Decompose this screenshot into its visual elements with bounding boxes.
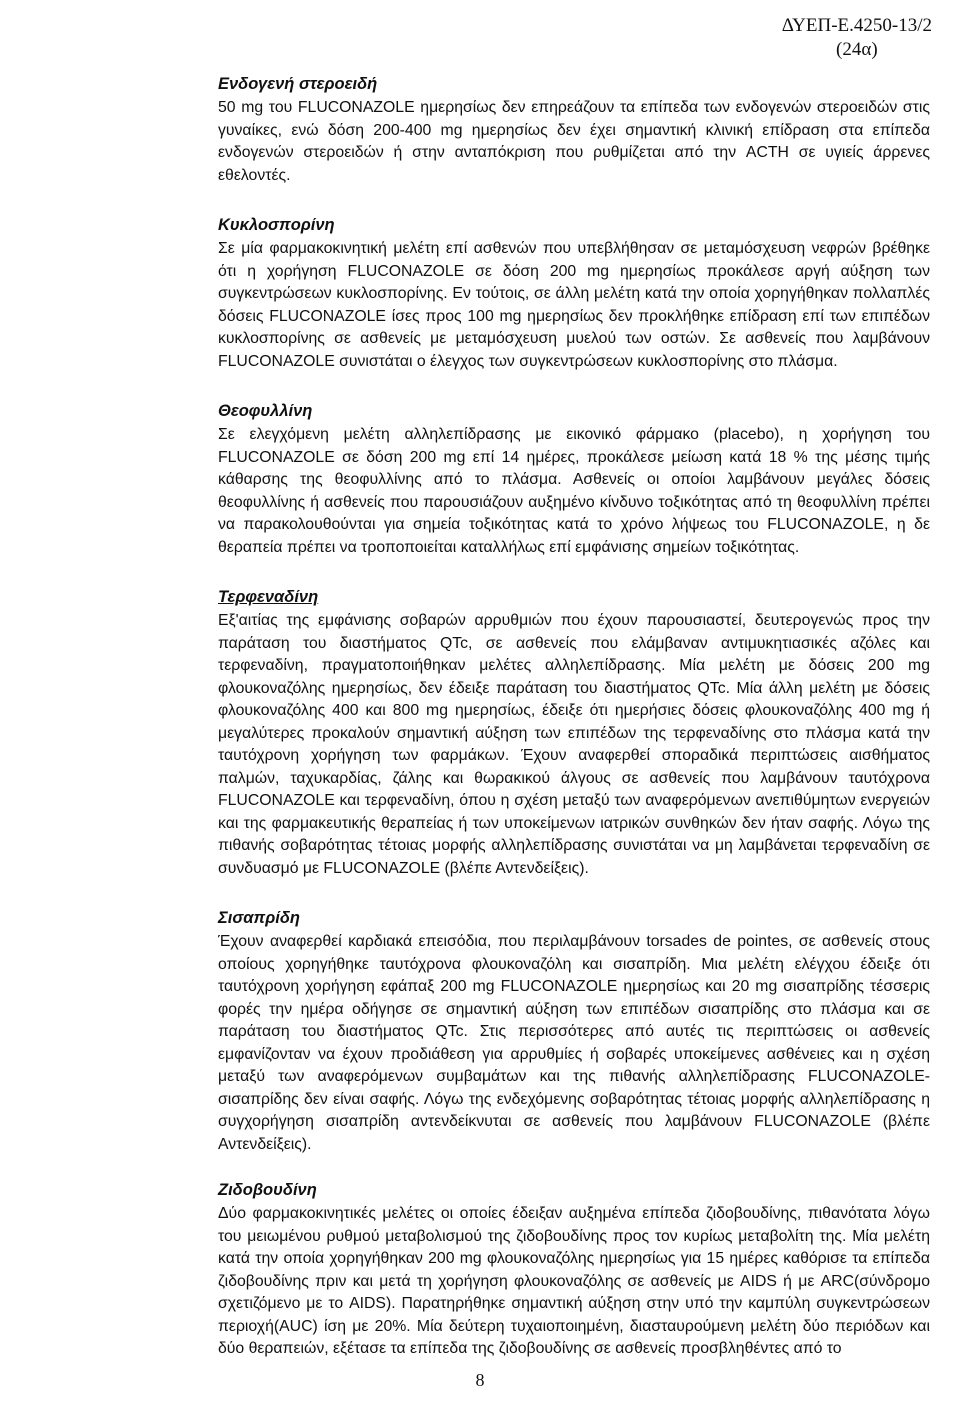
document-body — [218, 74, 930, 1361]
section-heading: Θεοφυλλίνη — [218, 402, 313, 420]
section-paragraph: Σε ελεγχόμενη μελέτη αλληλεπίδρασης με εικονικό φάρμακο (placebo), η χορήγηση του FLUCONAZOLE σε δόση 200 mg επί 14 ημέρες, προκάλεσε μείωση κατά 18 % της μέσης τιμής κάθαρσης της θεοφυλλίνης από το πλάσμα. Ασθενείς οι οποίοι λαμβάνουν μεγάλες δόσεις θεοφυλλίνης ή ασθενείς που παρουσιάζουν αυξημένο κίνδυνο τοξικότητας από τη θεοφυλλίνη πρέπει να παρακολουθούνται για σημεία τοξικότητας κατά το χρόνο λήψεως του FLUCONAZOLE, η δε θεραπεία πρέπει να τροποποιείται καταλλήλως επί εμφάνισης σημείων τοξικότητας. — [218, 426, 930, 556]
section-heading: Κυκλοσπορίνη — [218, 216, 335, 234]
page-number: 8 — [475, 1370, 485, 1390]
document-subcode: (24α) — [836, 39, 878, 61]
section-paragraph: Έχουν αναφερθεί καρδιακά επεισόδια, που περιλαμβάνουν torsades de pointes, σε ασθενείς στους οποίους χορηγήθηκε ταυτόχρονα φλουκοναζόλη και σισαπρίδη. Μια μελέτη ελέγχου έδειξε ότι ταυτόχρονη χορήγηση εφάπαξ 200 mg FLUCONAZOLE ημερησίως και 20 mg σισαπρίδης τέσσερις φορές την ημέρα οδήγησε σε σημαντική αύξηση των επιπέδων σισαπρίδης στο πλάσμα και σε παράταση του διαστήματος QTc. Στις περισσότερες από αυτές τις περιπτώσεις οι ασθενείς εμφανίζονταν να έχουν προδιάθεση για αρρυθμίες ή σοβαρές υποκείμενες ασθένειες και η σχέση μεταξύ των αναφερόμενων συμβαμάτων και της πιθανής αλληλεπίδρασης FLUCONAZOLE-σισαπρίδης δεν είναι σαφής. Λόγω της ενδεχόμενης σοβαρότητας τέτοιας μορφής αλληλεπίδρασης η συγχορήγηση σισαπρίδη αντενδείκνυται σε ασθενείς που λαμβάνουν FLUCONAZOLE (βλέπε Αντενδείξεις). — [218, 933, 930, 1153]
section-paragraph: 50 mg του FLUCONAZOLE ημερησίως δεν επηρεάζουν τα επίπεδα των ενδογενών στεροειδών στις γυναίκες, ενώ δόση 200-400 mg ημερησίως δεν έχει σημαντική κλινική επίδραση στα επίπεδα ενδογενών στεροειδών ή στην ανταπόκριση που ρυθμίζεται από την ACTH σε υγιείς άρρενες εθελοντές. — [218, 99, 930, 184]
section-paragraph: Δύο φαρμακοκινητικές μελέτες οι οποίες έδειξαν αυξημένα επίπεδα ζιδοβουδίνης, πιθανότατα λόγω του μειωμένου ρυθμού μεταβολισμού της ζιδοβουδίνης προς τον κυρίως μεταβολίτη της. Μία μελέτη κατά την οποία χορηγήθηκαν 200 mg φλουκοναζόλης ημερησίως για 15 ημέρες καθόρισε τα επίπεδα ζιδοβουδίνης πριν και μετά τη χορήγηση φλουκοναζόλης σε ασθενείς με AIDS ή με ARC(σύνδρομο σχετιζόμενο με το AIDS). Παρατηρήθηκε σημαντική αύξηση στην υπό την καμπύλη συγκεντρώσεων περιοχή(AUC) ίση με 20%. Μία δεύτερη τυχαιοποιημένη, διασταυρούμενη μελέτη δύο περιόδων και δύο θεραπειών, εξέτασε τα επίπεδα της ζιδοβουδίνης σε ασθενείς προσβληθέντες από το — [218, 1205, 930, 1357]
section-cisapride — [218, 908, 930, 1156]
section-paragraph: Σε μία φαρμακοκινητική μελέτη επί ασθενών που υπεβλήθησαν σε μεταμόσχευση νεφρών βρέθηκε ότι η χορήγηση FLUCONAZOLE σε δόση 200 mg ημερησίως προκάλεσε αργή αύξηση των συγκεντρώσεων κυκλοσπορίνης. Εν τούτοις, σε άλλη μελέτη κατά την οποία χορηγήθηκαν πολλαπλές δόσεις FLUCONAZOLE ίσες προς 100 mg ημερησίως δεν προκλήθηκε επίδραση επί των επιπέδων κυκλοσπορίνης σε ασθενείς με μεταμόσχευση μυελού των οστών. Σε ασθενείς που λαμβάνουν FLUCONAZOLE συνιστάται ο έλεγχος των συγκεντρώσεων κυκλοσπορίνης στο πλάσμα. — [218, 240, 930, 370]
section-zidovudine — [218, 1180, 930, 1361]
section-heading: Σισαπρίδη — [218, 909, 300, 927]
section-endogenous-steroids — [218, 74, 930, 187]
document-code-header — [782, 14, 932, 63]
section-cyclosporine — [218, 215, 930, 373]
section-paragraph: Εξ'αιτίας της εμφάνισης σοβαρών αρρυθμιών που έχουν παρουσιαστεί, δευτερογενώς προς την παράταση του διαστήματος QTc, σε ασθενείς που ελάμβαναν αντιμυκητιασικές αζόλες και τερφεναδίνη, πραγματοποιήθηκαν μελέτες αλληλεπίδρασης. Μία μελέτη με δόσεις 200 mg φλουκοναζόλης ημερησίως, δεν έδειξε παράταση του διαστήματος QTc. Μία άλλη μελέτη με δόσεις φλουκοναζόλης 400 και 800 mg ημερησίως, έδειξε ότι ημερήσιες δόσεις φλουκοναζόλης 400 mg ή μεγαλύτερες προκαλούν σημαντική αύξηση των επιπέδων της τερφεναδίνης στο πλάσμα κατά την ταυτόχρονη χορήγηση των φαρμάκων. Έχουν αναφερθεί σποραδικά περιπτώσεις αισθήματος παλμών, ταχυκαρδίας, ζάλης και θωρακικού άλγους σε ασθενείς που λαμβάνουν ταυτόχρονα FLUCONAZOLE και τερφεναδίνη, όπου η σχέση μεταξύ των αναφερόμενων ανεπιθύμητων ενεργειών και της φαρμακευτικής θεραπείας ή των υποκείμενων ιατρικών συνθηκών δεν ήταν σαφής. Λόγω της πιθανής σοβαρότητας τέτοιας μορφής αλληλεπίδρασης συνιστάται να μη λαμβάνεται τερφεναδίνη σε συνδυασμό με FLUCONAZOLE (βλέπε Αντενδείξεις). — [218, 612, 930, 877]
section-terfenadine — [218, 587, 930, 880]
section-heading: Ζιδοβουδίνη — [218, 1181, 317, 1199]
section-theophylline — [218, 401, 930, 559]
section-heading: Τερφεναδίνη — [218, 588, 319, 606]
section-heading: Ενδογενή στεροειδή — [218, 75, 378, 93]
document-code: ΔΥΕΠ-Ε.4250-13/2 — [781, 15, 932, 36]
